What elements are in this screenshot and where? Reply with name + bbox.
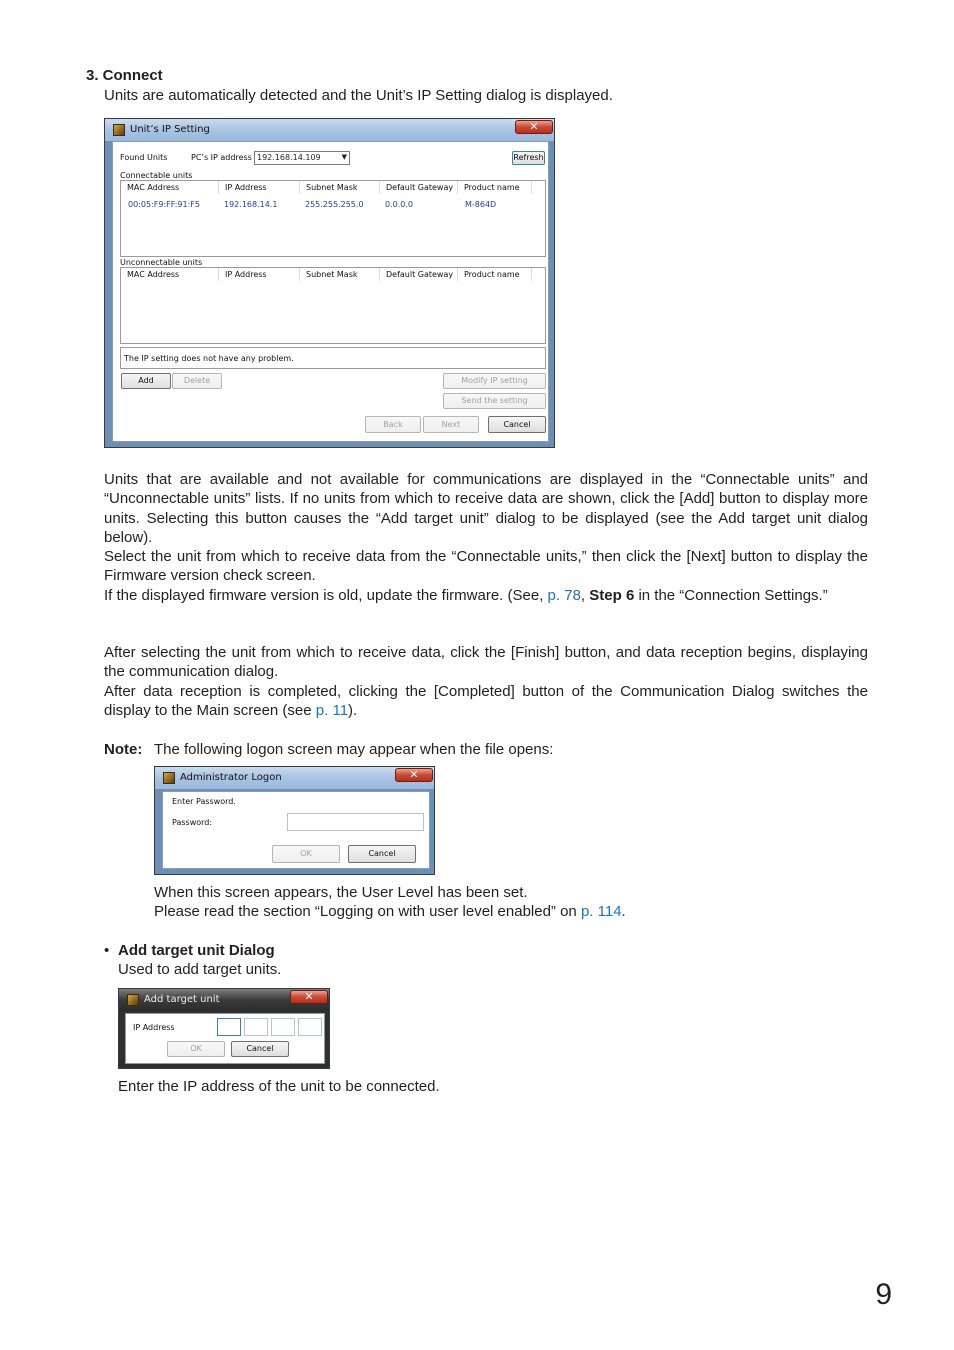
- ip-dialog-titlebar: [105, 119, 554, 141]
- status-box: [120, 347, 546, 369]
- page-number: 9: [875, 1278, 892, 1311]
- ok-button[interactable]: OK: [272, 845, 340, 863]
- section-intro: Units are automatically detected and the Unit’s IP Setting dialog is displayed.: [104, 87, 613, 104]
- p3-step: Step 6: [589, 587, 635, 604]
- app-icon: [113, 124, 125, 136]
- col-gateway[interactable]: Default Gateway: [380, 181, 458, 194]
- password-field[interactable]: [287, 813, 424, 831]
- connectable-label: Connectable units: [120, 171, 193, 180]
- col-mac[interactable]: MAC Address: [121, 268, 219, 281]
- add-button[interactable]: Add: [121, 373, 171, 389]
- pc-ip-value: 192.168.14.109: [257, 153, 321, 162]
- close-icon[interactable]: ✕: [515, 120, 553, 134]
- app-icon: [127, 994, 139, 1006]
- col-gateway[interactable]: Default Gateway: [380, 268, 458, 281]
- p5-text-b: ).: [348, 702, 358, 720]
- add-dialog-title: Add target unit: [144, 994, 220, 1005]
- note-after-2-text: Please read the section “Logging on with user level enabled” on: [154, 903, 581, 920]
- row-subnet: 255.255.255.0: [305, 200, 364, 209]
- ip-setting-dialog: [104, 118, 555, 448]
- status-text: The IP setting does not have any problem.: [124, 354, 294, 363]
- logon-titlebar: [155, 767, 434, 789]
- p3-text-c: in the “Connection Settings.”: [634, 587, 828, 604]
- col-mac[interactable]: MAC Address: [121, 181, 219, 194]
- row-ip: 192.168.14.1: [224, 200, 278, 209]
- logon-client: [162, 791, 430, 869]
- app-icon: [163, 772, 175, 784]
- add-target-caption: Enter the IP address of the unit to be connected.: [118, 1078, 440, 1095]
- paragraph-5: [104, 682, 868, 721]
- add-dialog-client: [125, 1013, 325, 1064]
- col-product[interactable]: Product name: [458, 268, 532, 281]
- p3-text-a: If the displayed firmware version is old, update the firmware. (See,: [104, 587, 548, 604]
- col-ip[interactable]: IP Address: [219, 181, 300, 194]
- col-subnet[interactable]: Subnet Mask: [300, 268, 380, 281]
- pc-ip-select[interactable]: [254, 151, 350, 165]
- note-label: Note:: [104, 741, 143, 758]
- ip-octet-1-field[interactable]: [217, 1018, 241, 1036]
- note-after-2-end: .: [621, 903, 626, 920]
- close-icon[interactable]: ✕: [290, 990, 328, 1004]
- cancel-button[interactable]: Cancel: [231, 1041, 289, 1057]
- pc-ip-label: PC’s IP address: [191, 153, 252, 162]
- add-target-heading: Add target unit Dialog: [118, 942, 275, 959]
- paragraph-2: Select the unit from which to receive data from the “Connectable units,” then click the [Next] button to display the Firmware version check screen.: [104, 548, 868, 585]
- link-p114[interactable]: p. 114: [580, 903, 622, 920]
- ip-octet-2-field[interactable]: [244, 1018, 268, 1036]
- add-target-desc: Used to add target units.: [118, 961, 282, 978]
- link-p78[interactable]: p. 78: [547, 587, 581, 604]
- ip-address-label: IP Address: [133, 1023, 175, 1032]
- col-product[interactable]: Product name: [458, 181, 532, 194]
- link-p11[interactable]: p. 11: [315, 702, 349, 720]
- password-label: Password:: [172, 818, 213, 827]
- refresh-button[interactable]: Refresh: [512, 151, 545, 165]
- col-subnet[interactable]: Subnet Mask: [300, 181, 380, 194]
- paragraph-4: After selecting the unit from which to receive data, click the [Finish] button, and data reception begins, displaying the communication dialog.: [104, 644, 868, 681]
- chevron-down-icon: ▼: [341, 153, 347, 161]
- logon-dialog: [154, 766, 435, 875]
- p5-text-a: After data reception is completed, clicking the [Completed] button of the Communication Dialog switches the display to the Main screen (see: [104, 683, 868, 720]
- note-text: The following logon screen may appear when the file opens:: [154, 741, 554, 758]
- modify-ip-button[interactable]: Modify IP setting: [443, 373, 546, 389]
- logon-title: Administrator Logon: [180, 772, 282, 783]
- add-target-dialog: [118, 988, 330, 1069]
- note-after-1: When this screen appears, the User Level has been set.: [154, 884, 528, 901]
- found-units-label: Found Units: [120, 153, 168, 162]
- connectable-table[interactable]: [120, 180, 546, 257]
- ip-dialog-title: Unit’s IP Setting: [130, 124, 210, 135]
- add-dialog-titlebar: [119, 989, 329, 1011]
- section-heading: 3. Connect: [86, 67, 163, 84]
- note-after-2: [154, 902, 626, 921]
- close-icon[interactable]: ✕: [395, 768, 433, 782]
- row-gateway: 0.0.0.0: [385, 200, 413, 209]
- delete-button[interactable]: Delete: [172, 373, 222, 389]
- ok-button[interactable]: OK: [167, 1041, 225, 1057]
- paragraph-1: Units that are available and not available for communications are displayed in the “Connectable units” and “Unconnectable units” lists. If no units from which to receive data are shown, click the [Add] button to display more units. Selecting this button causes the “Add target unit” dialog to be displayed (see the Add target unit dialog below).: [104, 471, 868, 547]
- col-ip[interactable]: IP Address: [219, 268, 300, 281]
- cancel-button[interactable]: Cancel: [348, 845, 416, 863]
- unconnectable-table[interactable]: [120, 267, 546, 344]
- cancel-button[interactable]: Cancel: [488, 416, 546, 433]
- row-mac: 00:05:F9:FF:91:F5: [128, 200, 200, 209]
- next-button[interactable]: Next: [423, 416, 479, 433]
- ip-octet-3-field[interactable]: [271, 1018, 295, 1036]
- paragraph-3: [104, 586, 868, 605]
- row-product: M-864D: [465, 200, 497, 209]
- back-button[interactable]: Back: [365, 416, 421, 433]
- enter-password-label: Enter Password.: [172, 797, 236, 806]
- unconnectable-label: Unconnectable units: [120, 258, 203, 267]
- ip-octet-4-field[interactable]: [298, 1018, 322, 1036]
- bullet: •: [104, 942, 110, 959]
- p3-text-b: ,: [580, 587, 590, 604]
- send-setting-button[interactable]: Send the setting: [443, 393, 546, 409]
- ip-dialog-client: [112, 141, 549, 442]
